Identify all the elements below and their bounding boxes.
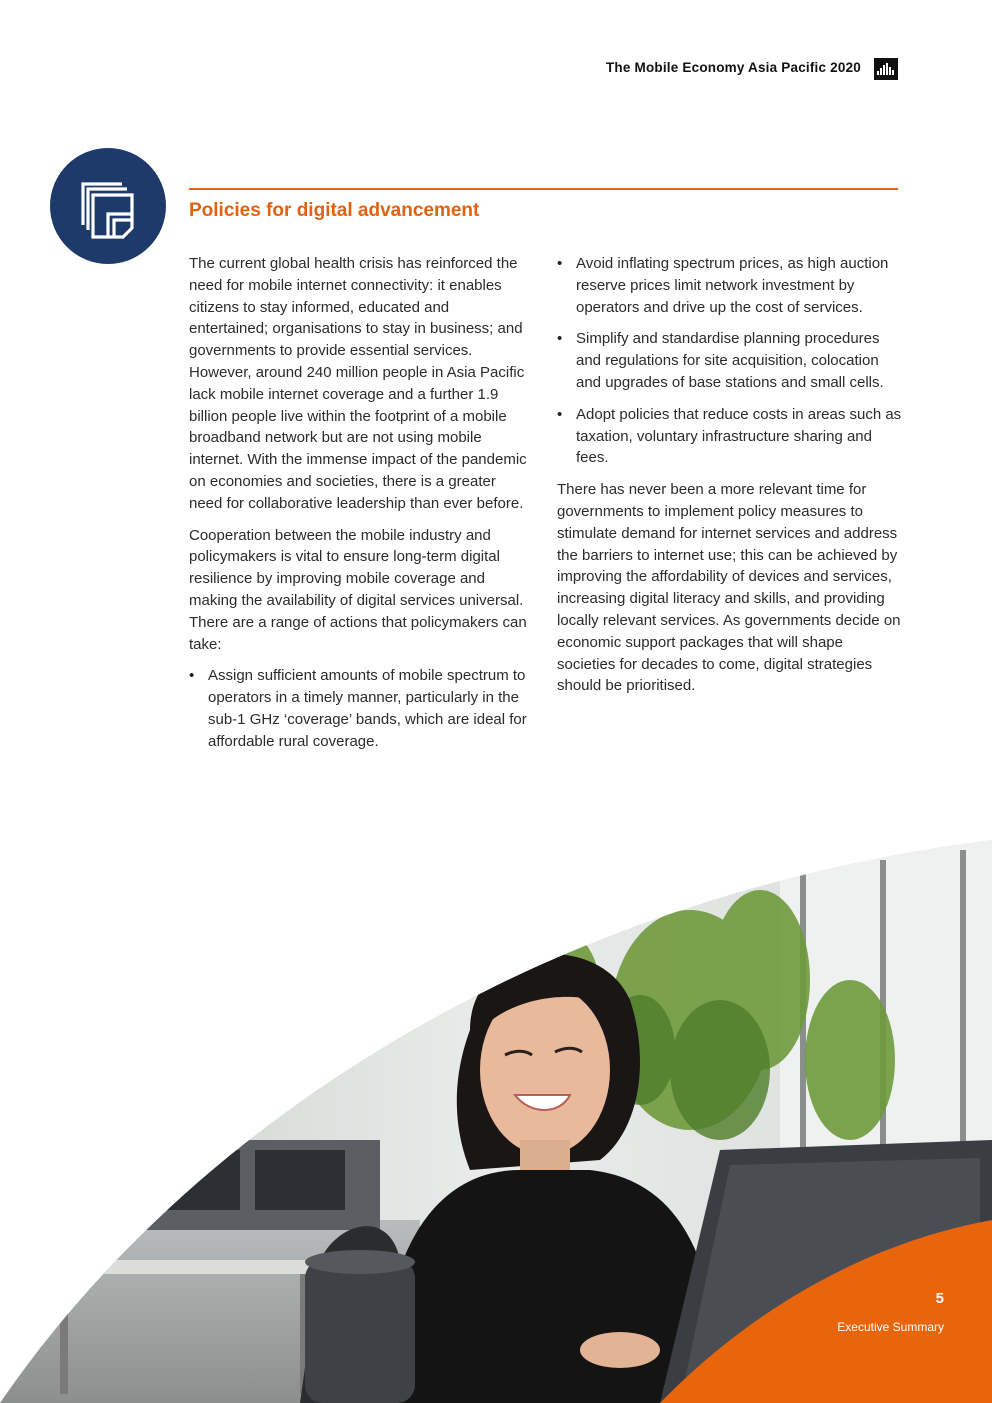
section-heading: Policies for digital advancement: [189, 200, 480, 221]
bullet-item: • Simplify and standardise planning procedures and regulations for site acquisition, colocation and upgrades of base stations and small cells.: [557, 328, 902, 393]
gsma-logo-icon: [874, 58, 898, 80]
bullet-item: • Assign sufficient amounts of mobile spectrum to operators in a timely manner, particularly in the sub-1 GHz ‘coverage’ bands, which are ideal for affordable rural coverage.: [189, 665, 529, 752]
page-number: 5: [935, 1290, 944, 1307]
bullet-list: [557, 253, 902, 469]
office-photo: [0, 840, 992, 1403]
bullet-list: [189, 665, 529, 752]
bullet-item: • Adopt policies that reduce costs in areas such as taxation, voluntary infrastructure sharing and fees.: [557, 404, 902, 469]
right-column: [557, 253, 902, 707]
document-policy-icon: [50, 148, 166, 264]
section-label: Executive Summary: [837, 1320, 944, 1334]
section-divider: [189, 188, 898, 190]
publication-title: The Mobile Economy Asia Pacific 2020: [605, 60, 861, 75]
paragraph: Cooperation between the mobile industry and policymakers is vital to ensure long-term digital resilience by improving mobile coverage and making the availability of digital services universal. There are a range of actions that policymakers can take:: [189, 526, 527, 653]
left-column: [189, 253, 529, 763]
paragraph: The current global health crisis has reinforced the need for mobile internet connectivity: it enables citizens to stay informed, educated and entertained; organisations to stay in business; and governments to provide essential services. However, around 240 million people in Asia Pacific lack mobile internet coverage and a further 1.9 billion people live within the footprint of a mobile broadband network but are not using mobile internet. With the immense impact of the pandemic on economies and societies, there is a greater need for collaborative leadership than ever before.: [189, 255, 527, 512]
paragraph: There has never been a more relevant time for governments to implement policy measures to stimulate demand for internet services and address the barriers to internet use; this can be achieved by improving the affordability of devices and services, increasing digital literacy and skills, and providing locally relevant services. As governments decide on economic support packages that will shape societies for decades to come, digital strategies should be prioritised.: [557, 481, 901, 695]
bullet-item: • Avoid inflating spectrum prices, as high auction reserve prices limit network investment by operators and drive up the cost of services.: [557, 253, 902, 318]
